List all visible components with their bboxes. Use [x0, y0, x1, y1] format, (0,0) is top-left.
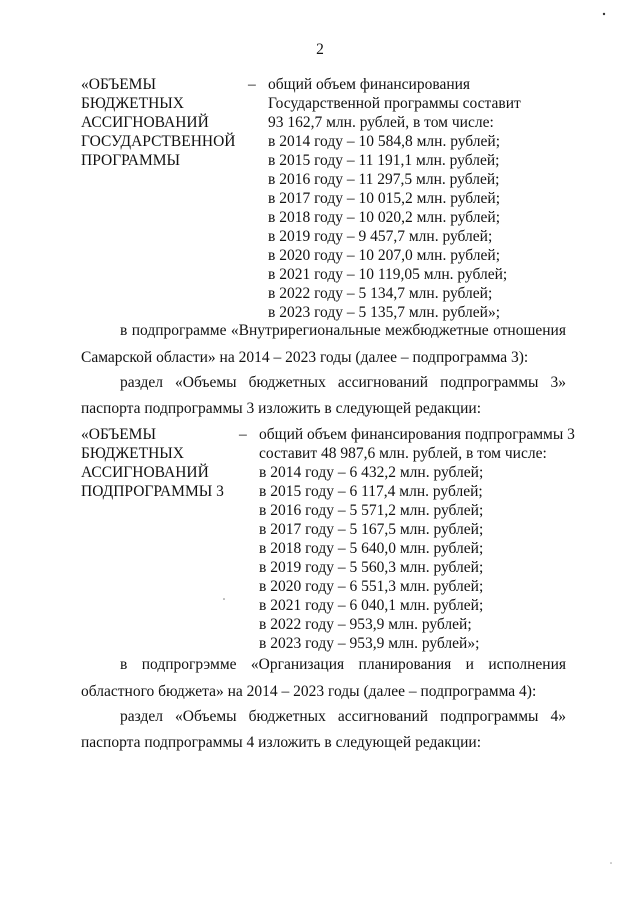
block2-label-line: «ОБЪЕМЫ: [81, 426, 156, 443]
block2-value-line: в 2022 году – 953,9 млн. рублей;: [259, 616, 472, 633]
block1-value-line: в 2014 году – 10 584,8 млн. рублей;: [268, 133, 501, 150]
block2-value-line: составит 48 987,6 млн. рублей, в том числе:: [259, 445, 547, 462]
block2-dash: –: [239, 426, 247, 443]
block2-value-line: в 2016 году – 5 571,2 млн. рублей;: [259, 502, 484, 519]
block1-value-line: в 2023 году – 5 135,7 млн. рублей»;: [268, 304, 501, 321]
block2-label-line: АССИГНОВАНИЙ: [81, 464, 209, 481]
block2-value-line: в 2015 году – 6 117,4 млн. рублей;: [259, 483, 483, 500]
paragraph-line: в подпрогрэмме «Организация планирования и исполнения: [120, 656, 566, 673]
block2-value-line: в 2020 году – 6 551,3 млн. рублей;: [259, 578, 484, 595]
block2-value-line: в 2014 году – 6 432,2 млн. рублей;: [259, 464, 484, 481]
block2-value-line: в 2018 году – 5 640,0 млн. рублей;: [259, 540, 484, 557]
block2-value-line: в 2017 году – 5 167,5 млн. рублей;: [259, 521, 484, 538]
paragraph-line: раздел «Объемы бюджетных ассигнований подпрограммы 3»: [120, 374, 566, 391]
paragraph-line: областного бюджета» на 2014 – 2023 годы (далее – подпрограмма 4):: [81, 683, 537, 700]
block2-label-line: ПОДПРОГРАММЫ 3: [81, 483, 224, 500]
block1-value-line: в 2016 году – 11 297,5 млн. рублей;: [268, 171, 500, 188]
block1-value-line: в 2019 году – 9 457,7 млн. рублей;: [268, 228, 493, 245]
block1-value-line: общий объем финансирования: [268, 76, 471, 93]
block1-value-line: 93 162,7 млн. рублей, в том числе:: [268, 114, 494, 131]
block1-value-line: в 2020 году – 10 207,0 млн. рублей;: [268, 247, 501, 264]
paragraph-line: в подпрограмме «Внутрирегиональные межбюджетные отношения: [120, 322, 566, 339]
block1-value-line: в 2021 году – 10 119,05 млн. рублей;: [268, 266, 508, 283]
paragraph-line: Самарской области» на 2014 – 2023 годы (далее – подпрограмма 3):: [81, 349, 529, 366]
block1-value-line: Государственной программы составит: [268, 95, 521, 112]
paragraph-line: паспорта подпрограммы 4 изложить в следующей редакции:: [81, 734, 481, 751]
block1-label-line: БЮДЖЕТНЫХ: [81, 95, 184, 112]
block1-value-line: в 2018 году – 10 020,2 млн. рублей;: [268, 209, 501, 226]
block1-value-line: в 2022 году – 5 134,7 млн. рублей;: [268, 285, 493, 302]
page-number: 2: [316, 41, 324, 58]
block2-label-line: БЮДЖЕТНЫХ: [81, 445, 184, 462]
block2-value-line: в 2023 году – 953,9 млн. рублей»;: [259, 635, 480, 652]
block1-dash: –: [248, 76, 256, 93]
paragraph-line: паспорта подпрограммы 3 изложить в следующей редакции:: [81, 400, 481, 417]
block2-value-line: в 2019 году – 5 560,3 млн. рублей;: [259, 559, 484, 576]
block1-label-line: «ОБЪЕМЫ: [81, 76, 156, 93]
paragraph-line: раздел «Объемы бюджетных ассигнований подпрограммы 4»: [120, 708, 566, 725]
block1-value-line: в 2015 году – 11 191,1 млн. рублей;: [268, 152, 500, 169]
block1-value-line: в 2017 году – 10 015,2 млн. рублей;: [268, 190, 501, 207]
block1-label-line: АССИГНОВАНИЙ: [81, 114, 209, 131]
block1-label-line: ГОСУДАРСТВЕННОЙ: [81, 133, 236, 150]
block2-value-line: в 2021 году – 6 040,1 млн. рублей;: [259, 597, 484, 614]
block1-label-line: ПРОГРАММЫ: [81, 152, 181, 169]
block2-value-line: общий объем финансирования подпрограммы 3: [259, 426, 575, 443]
